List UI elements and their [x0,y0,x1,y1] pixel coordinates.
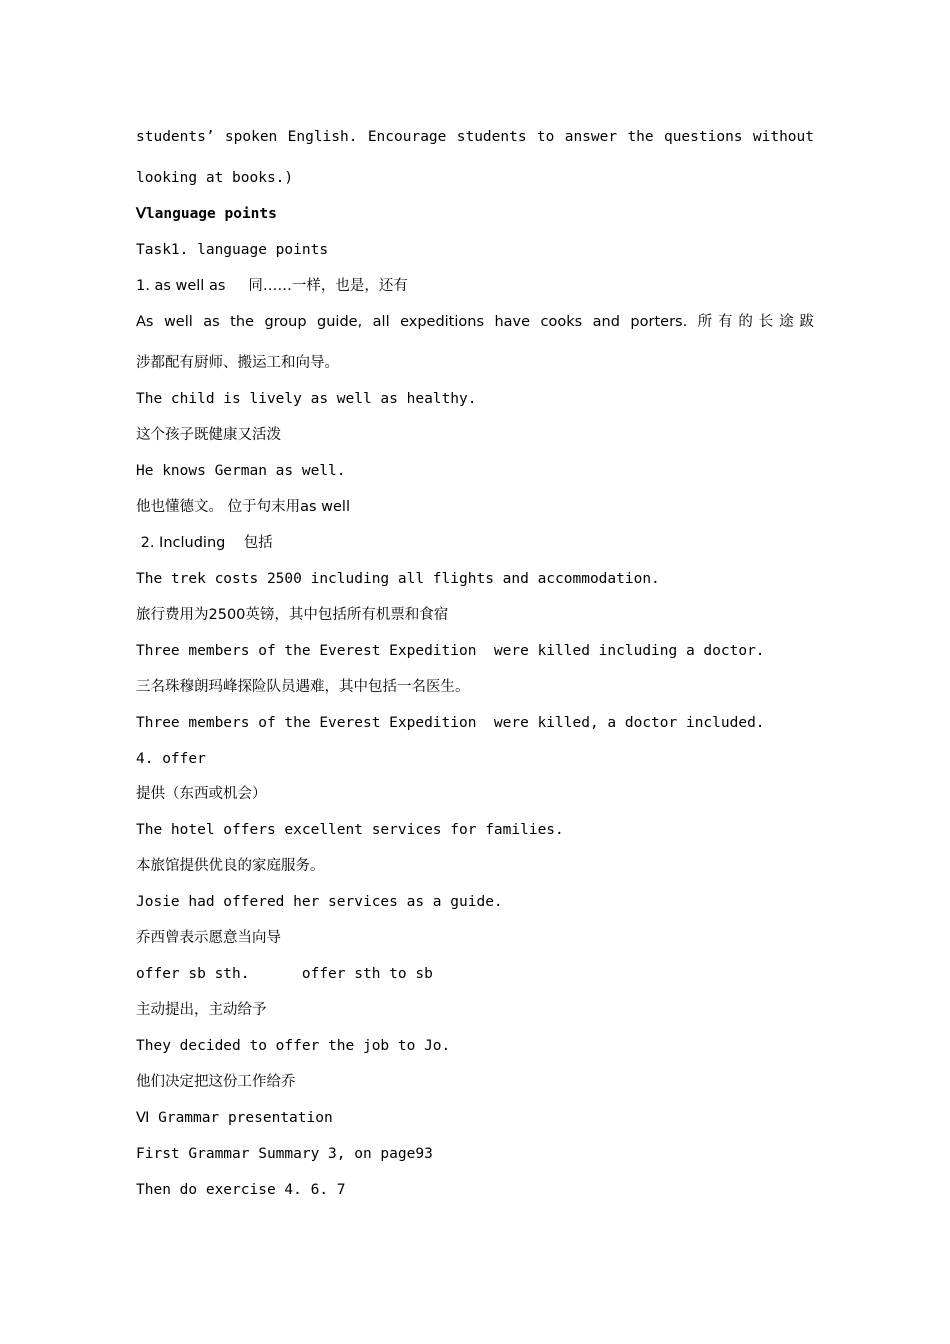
example-everest-included: Three members of the Everest Expedition were killed, a doctor included. [136,715,765,731]
grammar-summary-line: First Grammar Summary 3, on page93 [136,1146,433,1162]
example-knows-german: He knows German as well. [136,463,346,479]
translation-line: 乔西曾表示愿意当向导 [136,930,281,946]
example-as-well-as-guide: As well as the group guide, all expeditions have cooks and porters. 所有的长途跋 [136,314,814,330]
point-4-offer: 4. offer [136,751,206,767]
translation-line: 本旅馆提供优良的家庭服务。 [136,858,325,874]
section-heading-language-points: Ⅴlanguage points [136,206,277,222]
example-trek-costs: The trek costs 2500 including all flights and accommodation. [136,571,660,587]
example-josie-offered: Josie had offered her services as a guide. [136,894,503,910]
translation-line: 他们决定把这份工作给乔 [136,1074,296,1090]
translation-line: 提供（东西或机会） [136,786,267,802]
task-heading: Task1. language points [136,242,329,258]
text-line-looking-at-books: looking at books.) [136,170,294,186]
translation-line: 涉都配有厨师、搬运工和向导。 [136,355,339,371]
example-child-lively: The child is lively as well as healthy. [136,391,477,407]
section-heading-grammar: Ⅵ Grammar presentation [136,1110,333,1126]
translation-line: 旅行费用为2500英镑，其中包括所有机票和食宿 [136,607,449,623]
translation-line: 他也懂德文。 位于句末用as well [136,499,350,515]
exercise-line: Then do exercise 4. 6. 7 [136,1182,346,1198]
point-1-as-well-as: 1. as well as 同……一样，也是，还有 [136,278,408,294]
point-2-including: 2. Including 包括 [136,535,273,551]
translation-line: 主动提出，主动给予 [136,1002,267,1018]
example-everest-including: Three members of the Everest Expedition were killed including a doctor. [136,643,765,659]
translation-line: 三名珠穆朗玛峰探险队员遇难，其中包括一名医生。 [136,679,470,695]
example-hotel-offers: The hotel offers excellent services for families. [136,822,564,838]
example-offer-job: They decided to offer the job to Jo. [136,1038,451,1054]
text-line-students-spoken-english: students’ spoken English. Encourage students to answer the questions without [136,129,814,145]
translation-line: 这个孩子既健康又活泼 [136,427,281,443]
pattern-offer: offer sb sth. offer sth to sb [136,966,433,982]
